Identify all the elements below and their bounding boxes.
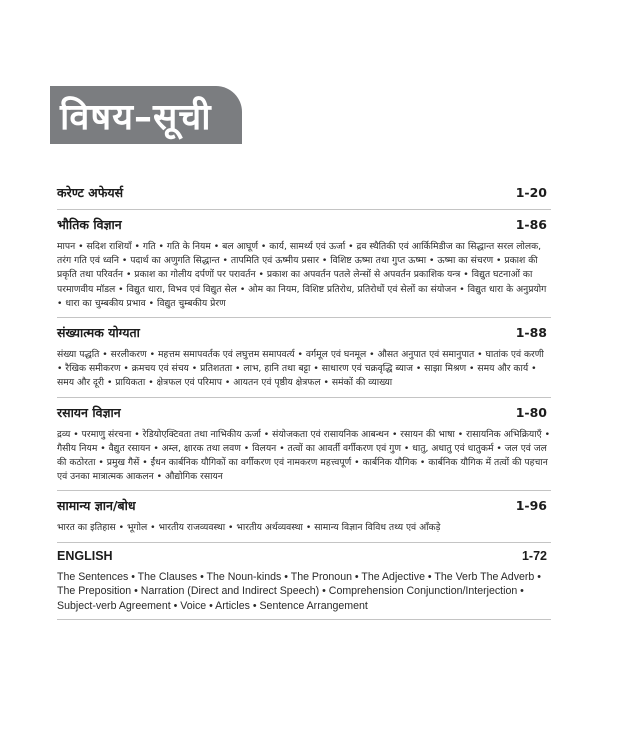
section-header (57, 324, 551, 341)
section-title: सामान्य ज्ञान/बोध (57, 498, 136, 514)
section-pages: 1-80 (515, 404, 547, 420)
section-pages: 1-72 (521, 548, 547, 563)
section-pages: 1-96 (515, 498, 547, 514)
toc-section-general-knowledge (57, 491, 551, 542)
toc-section-english (57, 543, 551, 621)
section-title: भौतिक विज्ञान (57, 217, 122, 232)
section-header (57, 549, 551, 563)
section-pages: 1-20 (515, 185, 547, 200)
section-header (57, 497, 551, 514)
section-title: संख्यात्मक योग्यता (57, 325, 140, 341)
section-pages: 1-88 (515, 325, 547, 341)
section-title: ENGLISH (57, 548, 113, 563)
section-topics: भारत का इतिहास • भूगोल • भारतीय राजव्यवस्था • भारतीय अर्थव्यवस्था • सामान्य विज्ञान विविध तथ्य एवं आँकड़े (57, 522, 441, 534)
toc-section-physics (57, 210, 551, 318)
toc-section-numerical-ability (57, 318, 551, 398)
section-title: करेण्ट अफेयर्स (57, 185, 124, 200)
toc-section-current-affairs (57, 178, 551, 210)
section-header (57, 404, 551, 421)
section-topics: द्रव्य • परमाणु संरचना • रेडियोएक्टिवता तथा नाभिकीय ऊर्जा • संयोजकता एवं रासायनिक आबन्धन • रसायन की भाषा • रासायनिक अभिक्रियाएँ • गैसीय नियम • वैद्युत रसायन • अम्ल, क्षारक तथा लवण • विलयन • तत्वों का आवर्ती वर्गीकरण एवं गुण • धातु, अधातु एवं धातुकर्म • जल एवं जल की कठोरता • प्रमुख गैसें • ईंधन कार्बनिक यौगिकों का वर्गीकरण एवं नामकरण महत्त्वपूर्ण • कार्बनिक यौगिक • कार्बनिक यौगिक में तत्वों की पहचान एवं उनका मात्रात्मक आकलन • औद्योगिक रसायन (57, 428, 551, 483)
section-topics: संख्या पद्धति • सरलीकरण • महत्तम समापवर्तक एवं लघुत्तम समापवर्त्य • वर्गमूल एवं घनमूल • औसत अनुपात एवं समानुपात • घातांक एवं करणी • रैखिक समीकरण • क्रमचय एवं संचय • प्रतिशतता • लाभ, हानि तथा बट्टा • साधारण एवं चक्रवृद्धि ब्याज • साझा मिश्रण • समय और कार्य • समय और दूरी • प्रायिकता • क्षेत्रफल एवं परिमाप • आयतन एवं पृष्ठीय क्षेत्रफल • समंकों की व्याख्या (57, 349, 544, 389)
section-header (57, 216, 551, 233)
section-pages: 1-86 (515, 217, 547, 232)
section-topics: The Sentences • The Clauses • The Noun-kinds • The Pronoun • The Adjective • The Verb The Adverb • The Preposition • Narration (Direct and Indirect Speech) • Comprehension Conjunction/Interjection • Subject-verb Agreement • Voice • Articles • Sentence Arrangement (57, 570, 541, 612)
section-header (57, 184, 551, 201)
toc-section-chemistry (57, 398, 551, 492)
title-banner (50, 86, 242, 144)
section-topics: मापन • सदिश राशियाँ • गति • गति के नियम • बल आघूर्ण • कार्य, सामर्थ्य एवं ऊर्जा • द्रव स्थैतिकी एवं आर्किमिडीज का सिद्धान्त सरल लोलक, तरंग गति एवं ध्वनि • पदार्थ का अणुगति सिद्धान्त • तापमिति एवं ऊष्मीय प्रसार • विशिष्ट ऊष्मा तथा गुप्त ऊष्मा • ऊष्मा का संचरण • प्रकाश की प्रकृति तथा परिवर्तन • प्रकाश का गोलीय दर्पणों पर परावर्तन • प्रकाश का अपवर्तन पतले लेन्सों से अपवर्तन प्रकाशिक यन्त्र • विद्युत घटनाओं का परमाणवीय मॉडल • विद्युत धारा, विभव एवं विद्युत सेल • ओम का नियम, विशिष्ट प्रतिरोध, प्रतिरोधों एवं सेलों का संयोजन • विद्युत धारा के अनुप्रयोग • धारा का चुम्बकीय प्रभाव • विद्युत चुम्बकीय प्रेरण (57, 241, 547, 309)
table-of-contents (57, 178, 551, 620)
page-title: विषय–सूची (60, 96, 212, 138)
section-title: रसायन विज्ञान (57, 404, 121, 420)
